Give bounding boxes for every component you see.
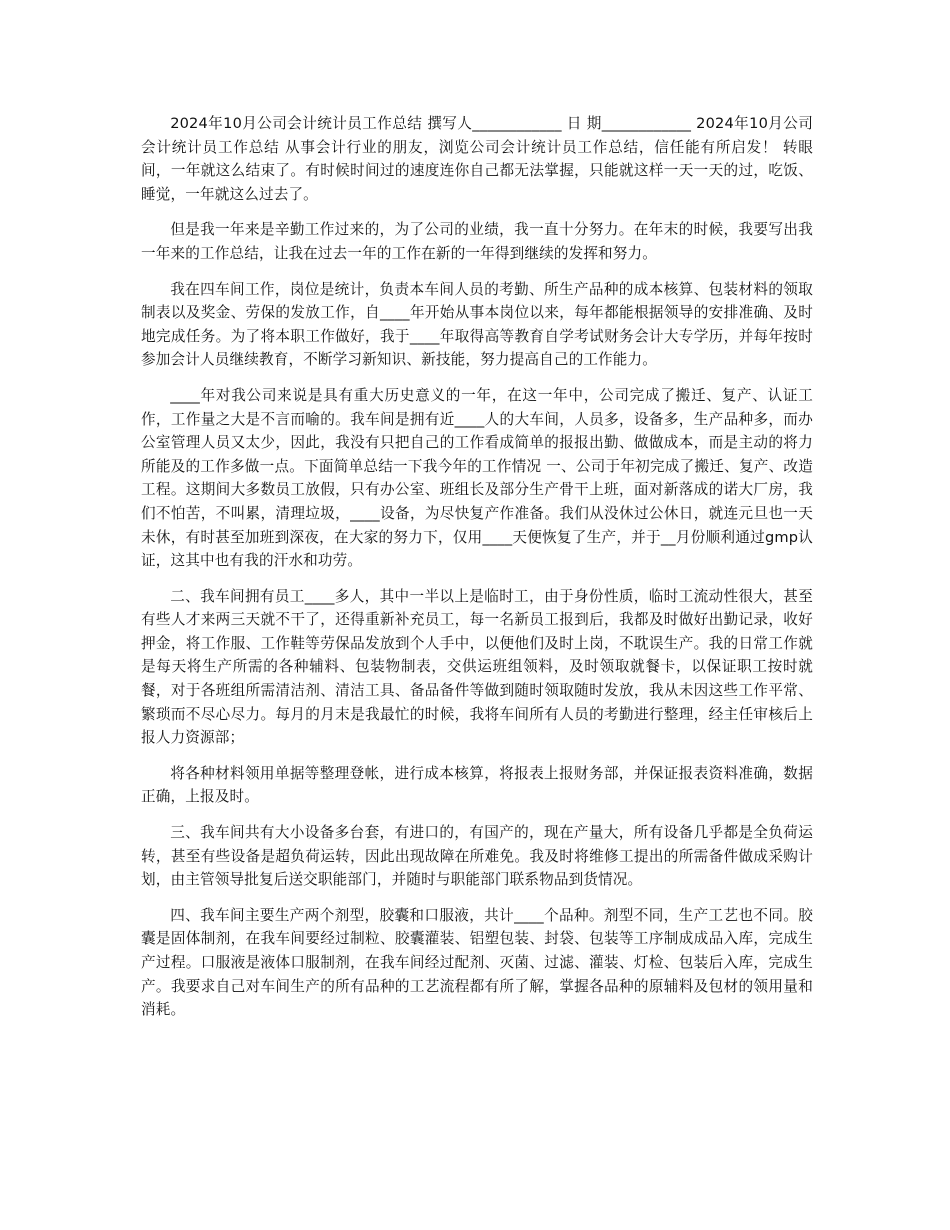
- paragraph-diligence: 但是我一年来是辛勤工作过来的，为了公司的业绩，我一直十分努力。在年末的时候，我要写出我一年来的工作总结，让我在过去一年的工作在新的一年得到继续的发挥和努力。: [141, 221, 813, 262]
- paragraph-staff: 二、我车间拥有员工____多人，其中一半以上是临时工，由于身份性质，临时工流动性很大，甚至有些人才来两三天就不干了，还得重新补充员工，每一名新员工报到后，我都及时做好出勤记录，收好押金，将工作服、工作鞋等劳保品发放到个人手中，以便他们及时上岗，不耽误生产。我的日常工作就是每天将生产所需的各种辅料、包装物制表，交供运班组领料，及时领取就餐卡，以保证职工按时就餐，对于各班组所需清洁剂、清洁工具、备品备件等做到随时领取随时发放，我从未因这些工作平常、繁琐而不尽心尽力。每月的月末是我最忙的时候，我将车间所有人员的考勤进行整理，经主任审核后上报人力资源部；: [141, 587, 813, 747]
- paragraph-position: 我在四车间工作，岗位是统计，负责本车间人员的考勤、所生产品种的成本核算、包装材料的领取制表以及奖金、劳保的发放工作，自____年开始从事本岗位以来，每年都能根据领导的安排准确、及时地完成任务。为了将本职工作做好，我于____年取得高等教育自学考试财务会计大专学历，并每年按时参加会计人员继续教育，不断学习新知识、新技能，努力提高自己的工作能力。: [141, 280, 813, 369]
- paragraph-production: 四、我车间主要生产两个剂型，胶囊和口服液，共计____个品种。剂型不同，生产工艺也不同。胶囊是固体制剂，在我车间要经过制粒、胶囊灌装、铝塑包装、封袋、包装等工序制成成品入库，完成生产过程。口服液是液体口服制剂，在我车间经过配剂、灭菌、过滤、灌装、灯检、包装后入库，完成生产。我要求自己对车间生产的所有品种的工艺流程都有所了解，掌握各品种的原辅料及包材的领用量和消耗。: [141, 906, 813, 1019]
- paragraph-equipment: 三、我车间共有大小设备多台套，有进口的，有国产的，现在产量大，所有设备几乎都是全负荷运转，甚至有些设备是超负荷运转，因此出现故障在所难免。我及时将维修工提出的所需备件做成采购计划，由主管领导批复后送交职能部门，并随时与职能部门联系物品到货情况。: [141, 824, 813, 889]
- document-body: [141, 112, 813, 1034]
- paragraph-intro: 2024年10月公司会计统计员工作总结 撰写人____________ 日 期____________ 2024年10月公司会计统计员工作总结 从事会计行业的朋友，浏览公司会计统计员工作总结，信任能有所启发！ 转眼间，一年就这么结束了。有时候时间过的速度连你自己都无法掌握，只能就这样一天一天的过，吃饭、睡觉，一年就这么过去了。: [141, 115, 813, 203]
- paragraph-materials: 将各种材料领用单据等整理登帐，进行成本核算，将报表上报财务部，并保证报表资料准确，数据正确，上报及时。: [141, 764, 813, 806]
- paragraph-relocation: ____年对我公司来说是具有重大历史意义的一年，在这一年中，公司完成了搬迁、复产、认证工作，工作量之大是不言而喻的。我车间是拥有近____人的大车间，人员多，设备多，生产品种多，而办公室管理人员又太少，因此，我没有只把自己的工作看成简单的报报出勤、做做成本，而是主动的将力所能及的工作多做一点。下面简单总结一下我今年的工作情况 一、公司于年初完成了搬迁、复产、改造工程。这期间大多数员工放假，只有办公室、班组长及部分生产骨干上班，面对新落成的诺大厂房，我们不怕苦，不叫累，清理垃圾，____设备，为尽快复产作准备。我们从没休过公休日，就连元旦也一天未休，有时甚至加班到深夜，在大家的努力下，仅用____天便恢复了生产，并于__月份顺利通过gmp认证，这其中也有我的汗水和功劳。: [141, 386, 813, 570]
